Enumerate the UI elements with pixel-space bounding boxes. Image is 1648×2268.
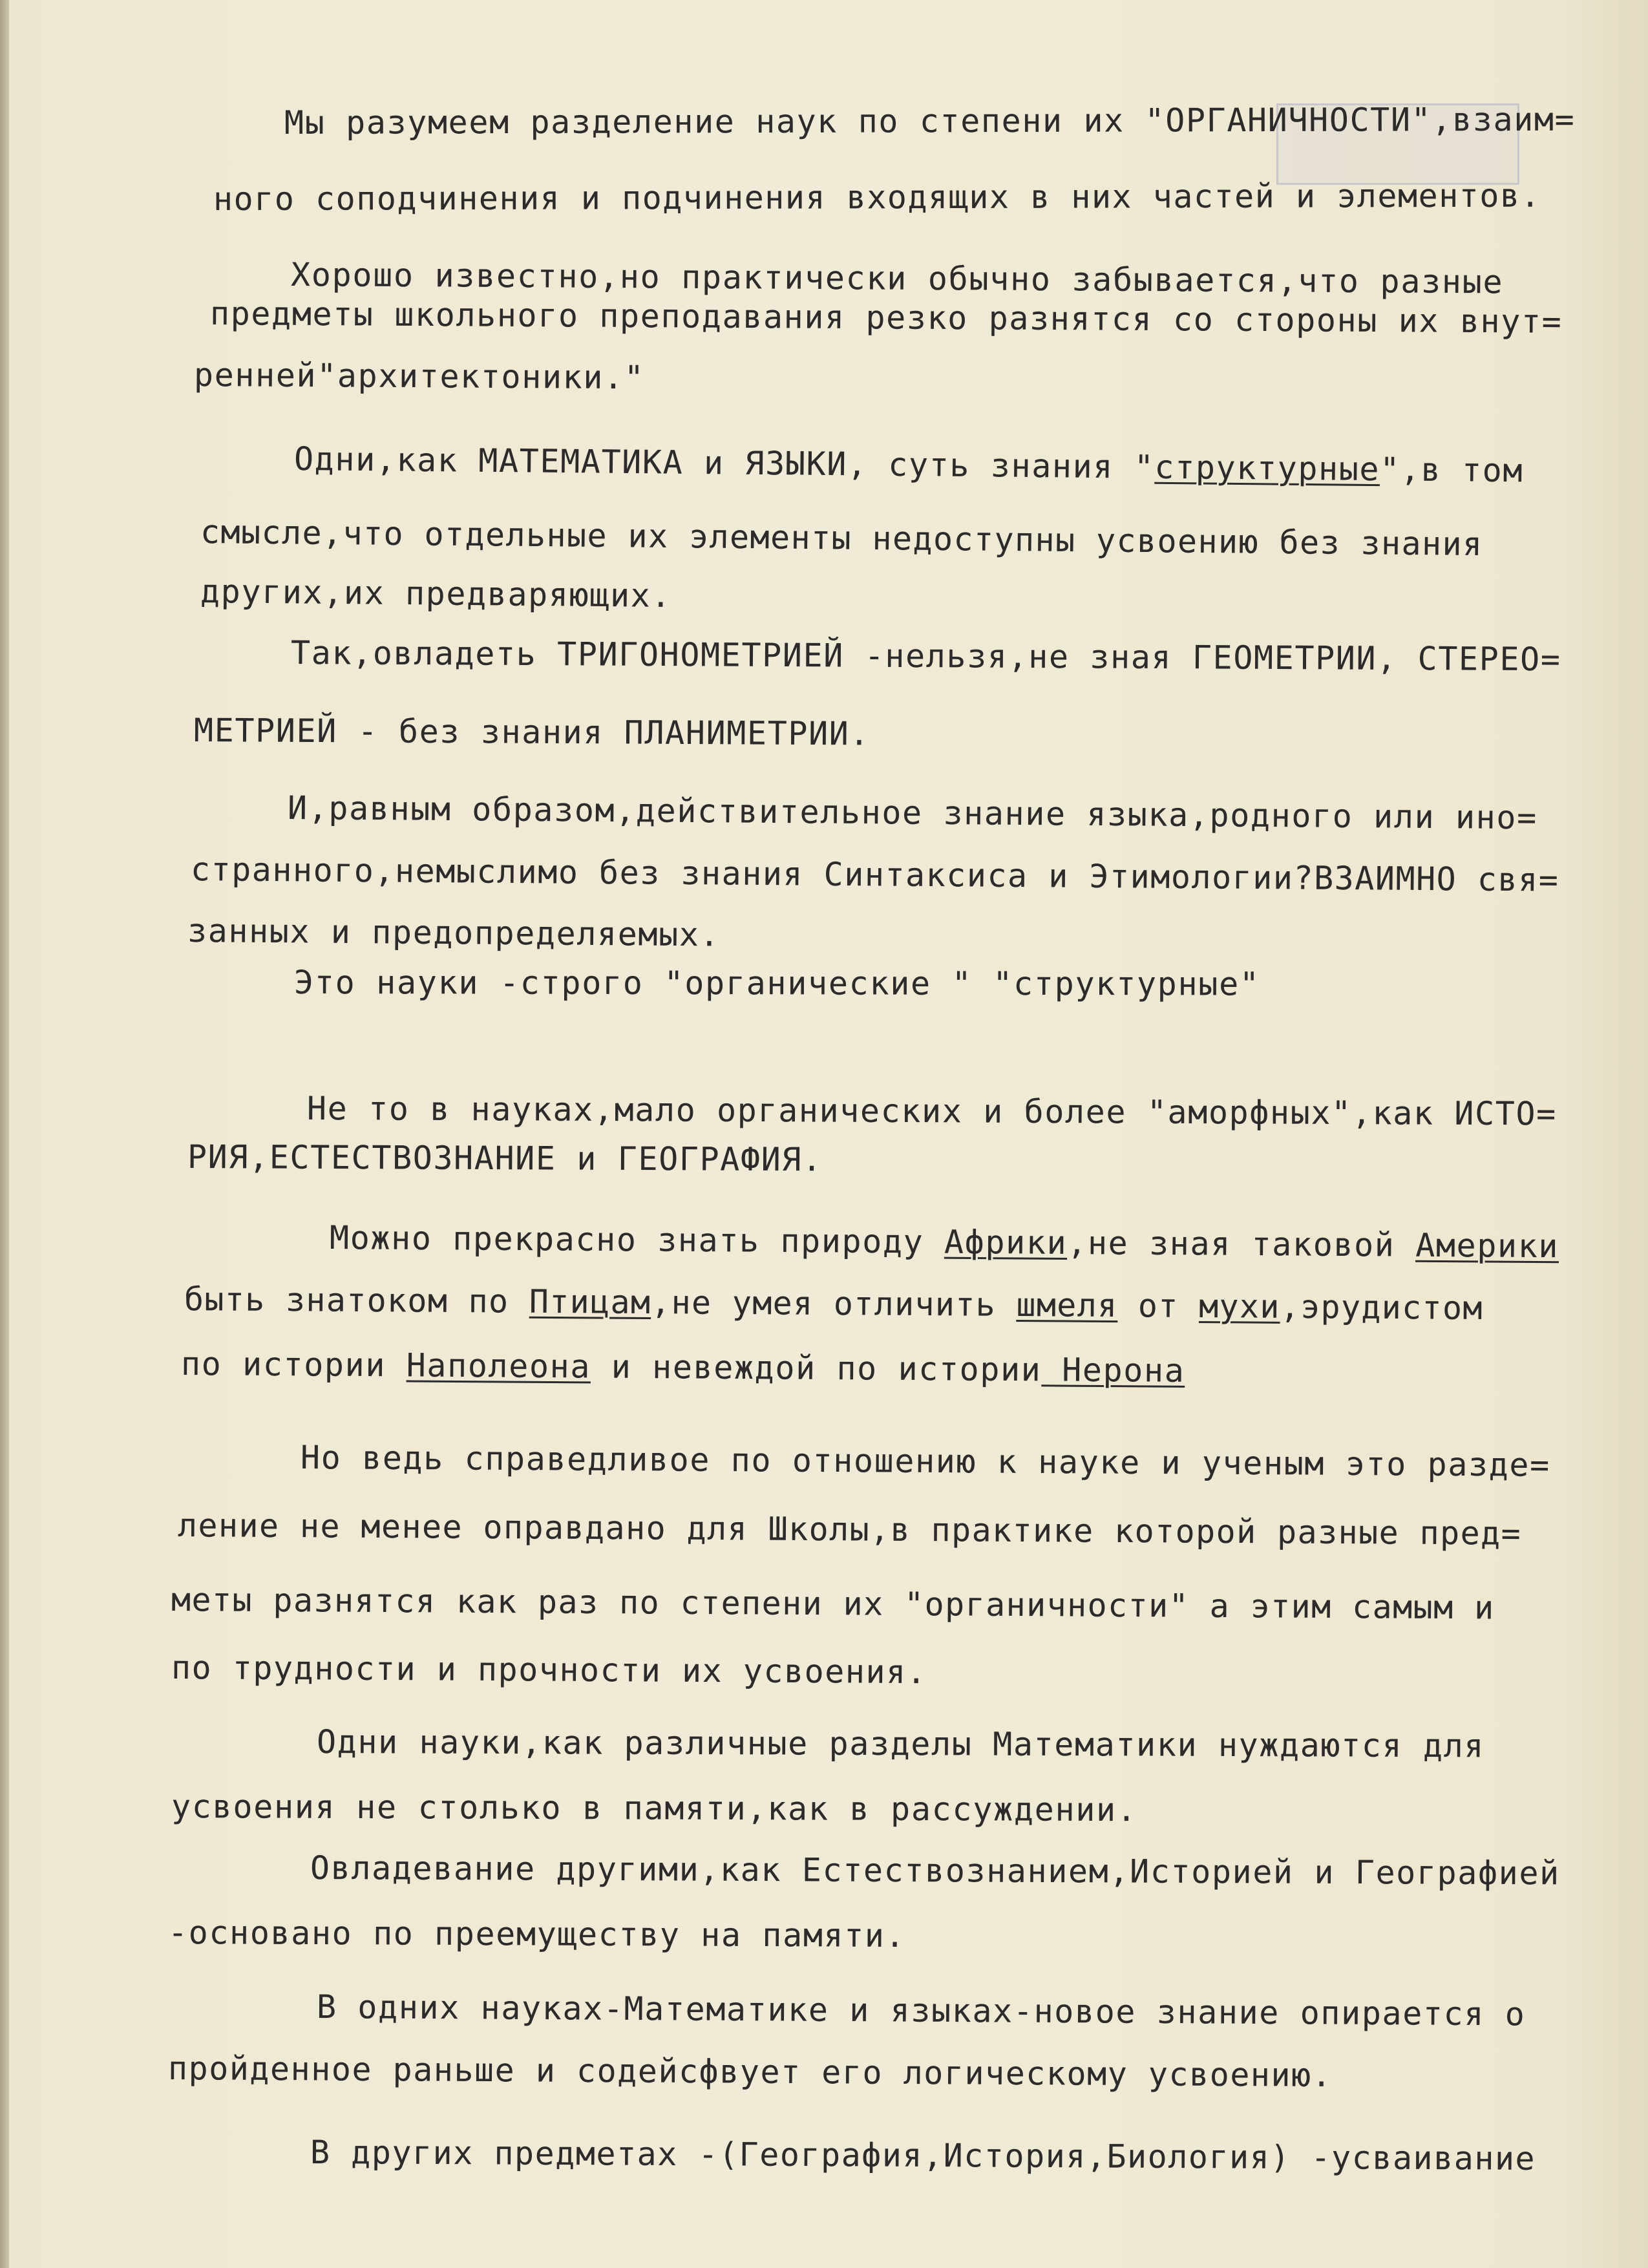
text-segment: Можно прекрасно знать природу xyxy=(329,1219,945,1261)
text-line xyxy=(213,176,1541,218)
text-line xyxy=(317,1987,1526,2033)
text-segment: МЕТРИЕЙ - без знания ПЛАНИМЕТРИИ. xyxy=(193,712,871,753)
text-segment: И,равным образом,действительное знание языка,родного или ино= xyxy=(287,789,1538,837)
underlined-word: Птицам xyxy=(529,1282,651,1322)
text-line xyxy=(168,1913,906,1955)
text-line xyxy=(187,1138,823,1179)
text-segment: и невеждой по истории xyxy=(590,1348,1042,1389)
text-segment: В одних науках-Математике и языках-новое знание опирается о xyxy=(316,1988,1526,2033)
text-segment: Не то в науках,мало органических и более "аморфных",как ИСТО= xyxy=(306,1090,1557,1133)
text-line xyxy=(200,572,672,615)
text-segment: Мы разумеем разделение наук по степени их "ОРГАНИЧНОСТИ",взаим= xyxy=(284,100,1576,142)
text-line xyxy=(171,1787,1137,1829)
text-line xyxy=(330,1218,1559,1266)
text-segment: по истории xyxy=(180,1345,407,1384)
text-line xyxy=(307,1089,1557,1133)
text-line xyxy=(301,1438,1550,1485)
text-line xyxy=(291,633,1561,679)
text-segment: Хорошо известно,но практически обычно забывается,что разные xyxy=(290,256,1504,301)
text-segment: занных и предопределяемых. xyxy=(187,912,721,954)
text-line xyxy=(184,1280,1483,1328)
text-segment: по трудности и прочности их усвоения. xyxy=(171,1649,927,1691)
text-segment: Овладевание другими,как Естествознанием,Историей и Географией xyxy=(310,1849,1560,1892)
underlined-word: структурные xyxy=(1154,448,1380,489)
text-segment: Но ведь справедливое по отношению к науке и ученым это разде= xyxy=(300,1439,1551,1484)
text-segment: ренней"архитектоники." xyxy=(193,356,645,397)
text-line xyxy=(200,513,1483,564)
text-segment: ,не зная таковой xyxy=(1067,1224,1416,1264)
underlined-word: Наполеона xyxy=(406,1346,591,1386)
text-segment: Так,овладеть ТРИГОНОМЕТРИЕЙ -нельзя,не зная ГЕОМЕТРИИ, СТЕРЕО= xyxy=(290,634,1561,679)
text-segment: ",в том xyxy=(1379,450,1524,490)
text-line xyxy=(171,1580,1495,1627)
text-segment: РИЯ,ЕСТЕСТВОЗНАНИЕ и ГЕОГРАФИЯ. xyxy=(187,1138,823,1179)
underlined-word: Африки xyxy=(944,1223,1068,1262)
text-line xyxy=(178,1506,1521,1553)
text-segment: Одни,как МАТЕМАТИКА и ЯЗЫКИ, суть знания " xyxy=(293,440,1155,486)
text-line xyxy=(310,2133,1536,2178)
text-line xyxy=(284,100,1575,142)
text-line xyxy=(210,294,1563,341)
text-line xyxy=(291,255,1504,301)
text-segment: смысле,что отдельные их элементы недоступны усвоению без знания xyxy=(200,513,1483,564)
text-segment: странного,немыслимо без знания Синтаксиса и Этимологии?ВЗАИМНО свя= xyxy=(190,851,1559,899)
underlined-word: Америки xyxy=(1415,1226,1559,1266)
text-line xyxy=(191,850,1559,900)
text-line xyxy=(288,789,1537,837)
text-segment: пройденное раньше и содейсфвует его логическому усвоению. xyxy=(167,2050,1333,2095)
text-segment: от xyxy=(1117,1287,1199,1325)
underlined-word: шмеля xyxy=(1016,1286,1118,1325)
text-line xyxy=(171,1648,927,1691)
text-line xyxy=(294,440,1524,490)
text-segment: Это науки -строго "органические " "структурные" xyxy=(293,964,1260,1003)
text-segment: ,эрудистом xyxy=(1280,1288,1483,1328)
text-line xyxy=(317,1722,1484,1765)
text-segment: других,их предваряющих. xyxy=(200,573,672,615)
underlined-word: мухи xyxy=(1198,1287,1280,1326)
text-line xyxy=(194,711,870,753)
text-line xyxy=(187,911,721,954)
underlined-word: Нерона xyxy=(1041,1351,1185,1390)
text-line xyxy=(181,1344,1185,1390)
text-line xyxy=(194,355,645,397)
text-line xyxy=(294,963,1260,1004)
text-segment: В других предметах -(География,История,Биология) -усваивание xyxy=(310,2134,1536,2178)
text-segment: усвоения не столько в памяти,как в рассуждении. xyxy=(171,1788,1137,1829)
text-segment: ,не умея отличить xyxy=(651,1284,1017,1324)
text-line xyxy=(310,1849,1560,1892)
text-segment: -основано по преемуществу на памяти. xyxy=(167,1914,906,1955)
text-segment: меты разнятся как раз по степени их "органичности" а этим самым и xyxy=(171,1581,1495,1627)
text-segment: ного соподчинения и подчинения входящих в них частей и элементов. xyxy=(213,176,1541,218)
text-segment: предметы школьного преподавания резко разнятся со стороны их внут= xyxy=(209,295,1563,341)
text-segment: быть знатоком по xyxy=(184,1280,530,1320)
text-segment: ление не менее оправдано для Школы,в практике которой разные пред= xyxy=(177,1507,1522,1553)
text-line xyxy=(168,2049,1333,2095)
text-segment: Одни науки,как различные разделы Математики нуждаются для xyxy=(316,1723,1485,1765)
